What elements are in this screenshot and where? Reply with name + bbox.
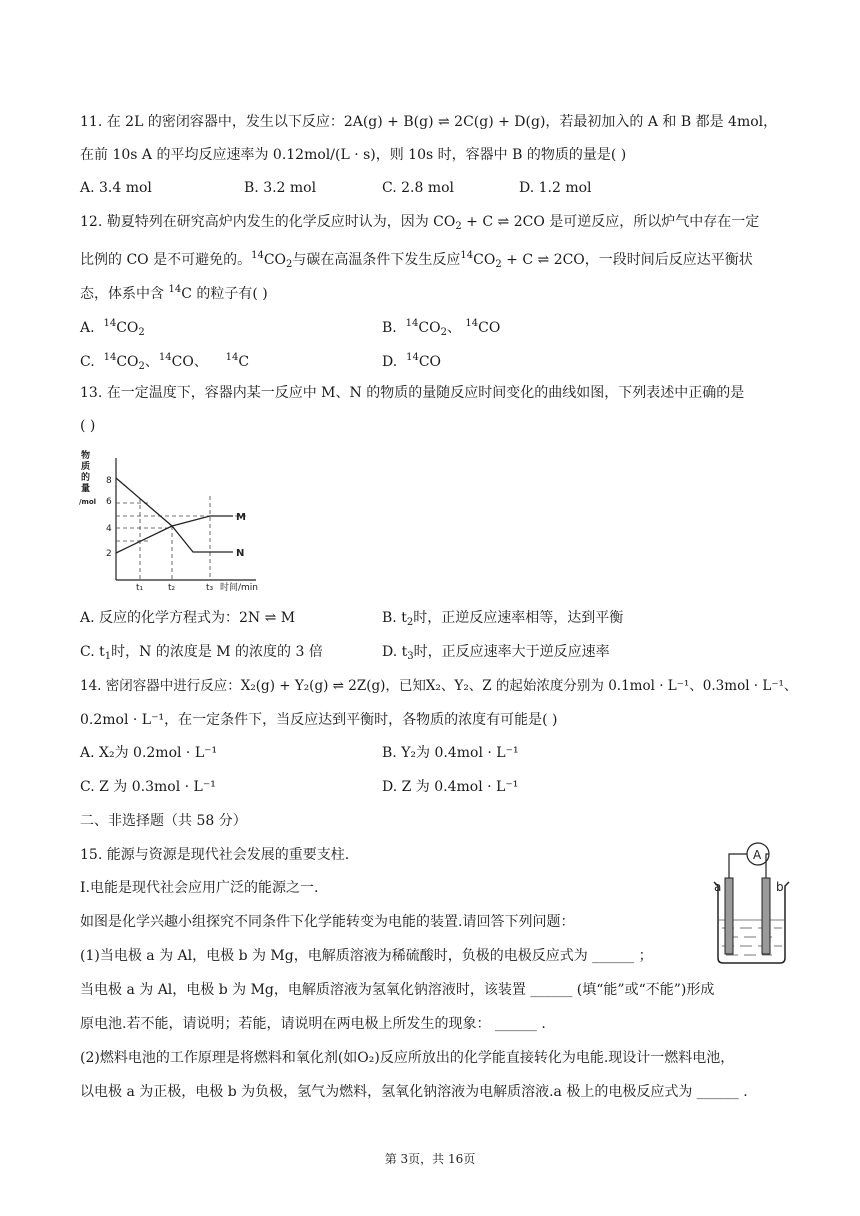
svg-text:6: 6	[106, 497, 112, 507]
q15-line3: 如图是化学兴趣小组探究不同条件下化学能转变为电能的装置.请回答下列问题：	[80, 914, 575, 930]
page-footer: 第 3页，共 16页	[384, 1152, 476, 1166]
series-m-label: M	[236, 512, 246, 523]
q11-line2: 在前 10s A 的平均反应速率为 0.12mol/(L · s)，则 10s 时，容器中 B 的物质的量是( )	[80, 147, 627, 163]
series-m-line	[116, 516, 233, 553]
q14-option-d: D. Z 为 0.4mol · L⁻¹	[382, 779, 519, 795]
q14-line2: 0.2mol · L⁻¹，在一定条件下，当反应达到平衡时，各物质的浓度有可能是( )	[80, 712, 558, 728]
svg-text:/mol: /mol	[79, 498, 97, 506]
q13-option-b: B. $t_2$时，正逆反应速率相等，达到平衡	[382, 610, 624, 628]
q14-option-a: A. X₂为 0.2mol · L⁻¹	[80, 745, 218, 761]
q15-line4: (1)当电极 a 为 Al，电极 b 为 Mg，电解质溶液为稀硫酸时，负极的电极反应式为 ______ ；	[80, 948, 653, 964]
electrode-a	[725, 878, 733, 954]
graph-y-ticks	[106, 476, 112, 559]
q11-option-c: C. 2.8 mol	[382, 180, 455, 196]
svg-text:的: 的	[81, 473, 91, 483]
q12-option-c: C. $^{14}CO_2$、$^{14}$CO、 $^{14}$C	[80, 352, 250, 372]
galvanic-cell-apparatus	[708, 838, 794, 966]
svg-text:t₁: t₁	[136, 583, 144, 593]
electrode-b-label: b	[776, 880, 784, 894]
svg-text:2: 2	[106, 549, 112, 559]
q11-option-a: A. 3.4 mol	[80, 180, 152, 196]
q11-option-b: B. 3.2 mol	[244, 180, 317, 196]
q15-line5: 当电极 a 为 Al，电极 b 为 Mg，电解质溶液为氢氧化钠溶液时，该装置 ______ (填“能”或“不能”)形成	[80, 982, 715, 998]
graph-x-ticks	[136, 583, 214, 593]
q13-option-a: A. 反应的化学方程式为：2N ⇌ M	[80, 610, 296, 626]
svg-text:物: 物	[81, 451, 91, 461]
q12-line2: 比例的 CO 是不可避免的。$^{14}CO_2$与碳在高温条件下发生反应$^{14}CO_2 + C$ ⇌ 2CO，一段时间后反应达平衡状	[80, 250, 753, 270]
q12-line3: 态，体系中含 $^{14}$C 的粒子有( )	[80, 284, 268, 302]
q13-option-d: D. $t_3$时，正反应速率大于逆反应速率	[382, 644, 610, 662]
q12-option-b: B. $^{14}CO_2$、 $^{14}$CO	[382, 318, 501, 338]
wire-left	[729, 854, 747, 878]
q15-line8: 以电极 a 为正极，电极 b 为负极，氢气为燃料，氢氧化钠溶液为电解质溶液.a 极上的电极反应式为 ______ .	[80, 1084, 748, 1100]
q15-line2: I.电能是现代社会应用广泛的能源之一.	[80, 880, 319, 896]
ammeter-label: A	[753, 848, 762, 862]
electrode-b	[762, 878, 770, 954]
q13-line2: ( )	[80, 418, 96, 434]
q15-line1: 15. 能源与资源是现代社会发展的重要支柱.	[80, 847, 350, 863]
svg-text:t₂: t₂	[168, 583, 176, 593]
q11-option-d: D. 1.2 mol	[519, 180, 592, 196]
q11-line1: 11. 在 2L 的密闭容器中，发生以下反应：2A(g) + B(g) ⇌ 2C(g) + D(g)，若最初加入的 A 和 B 都是 4mol，	[80, 114, 778, 130]
electrode-a-label: a	[714, 880, 722, 894]
q14-line1: 14. 密闭容器中进行反应：X₂(g) + Y₂(g) ⇌ 2Z(g)，已知X₂、Y₂、Z 的起始浓度分别为 0.1mol · L⁻¹、0.3mol · L⁻¹、	[80, 678, 798, 694]
q13-option-c: C. $t_1$时，N 的浓度是 M 的浓度的 3 倍	[80, 644, 323, 662]
q12-line1: 12. 勒夏特列在研究高炉内发生的化学反应时认为，因为 $CO_2 + C$ ⇌ 2CO 是可逆反应，所以炉气中存在一定	[80, 214, 760, 232]
svg-text:量: 量	[81, 484, 91, 494]
graph-xlabel: 时间/min	[220, 583, 259, 593]
q12-option-d: D. $^{14}$CO	[382, 352, 442, 370]
section-heading: 二、非选择题（共 58 分）	[80, 813, 247, 829]
graph-ylabel	[79, 449, 96, 506]
series-n-label: N	[236, 548, 245, 559]
svg-text:质: 质	[81, 462, 91, 472]
q14-option-b: B. Y₂为 0.4mol · L⁻¹	[382, 745, 519, 761]
svg-text:4: 4	[106, 524, 112, 534]
q12-option-a: A. $^{14}CO_2$	[80, 318, 145, 338]
q15-line6: 原电池.若不能，请说明；若能，请说明在两电极上所发生的现象： ______ .	[80, 1016, 546, 1032]
q15-line7: (2)燃料电池的工作原理是将燃料和氧化剂(如O₂)反应所放出的化学能直接转化为电能.现设计一燃料电池，	[80, 1050, 735, 1066]
q14-option-c: C. Z 为 0.3mol · L⁻¹	[80, 779, 216, 795]
q13-graph	[78, 448, 278, 598]
svg-text:t₃: t₃	[206, 583, 214, 593]
q13-line1: 13. 在一定温度下，容器内某一反应中 M、N 的物质的量随反应时间变化的曲线如图，下列表述中正确的是	[80, 385, 745, 401]
svg-text:8: 8	[106, 476, 112, 486]
